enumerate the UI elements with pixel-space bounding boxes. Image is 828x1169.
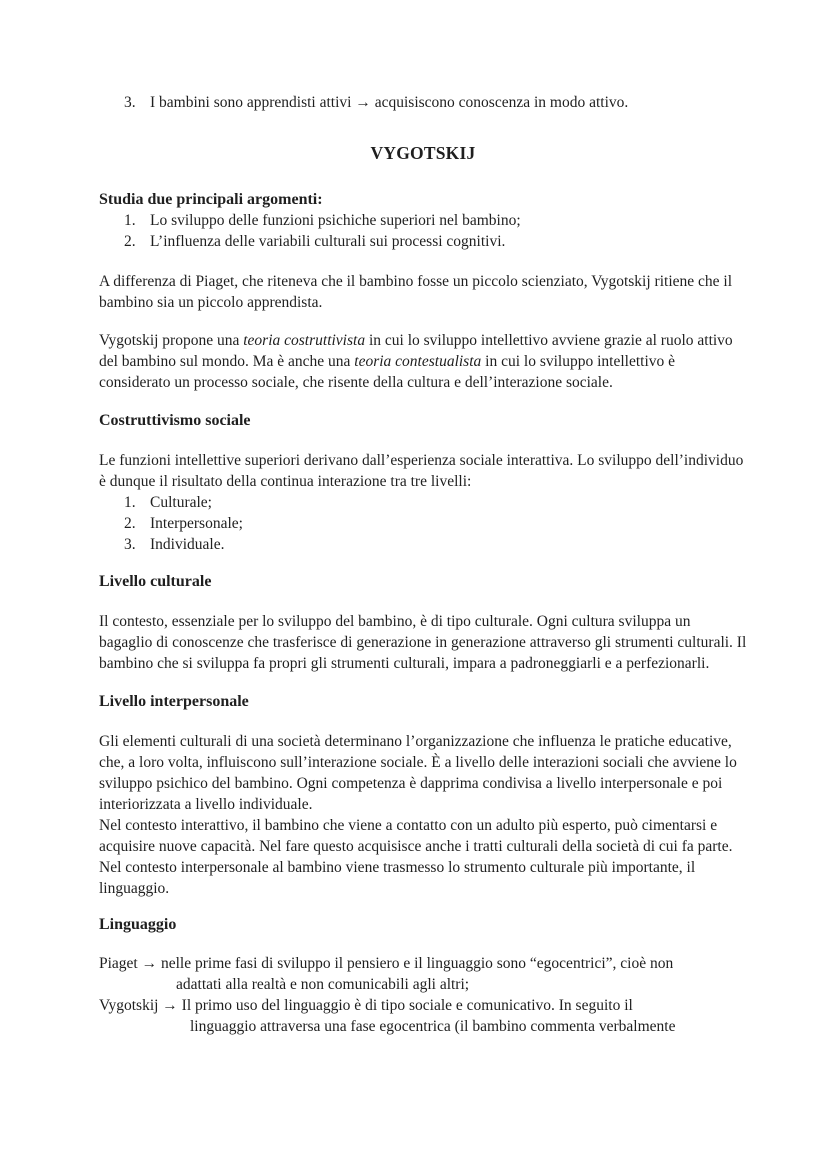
list-item bbox=[99, 513, 747, 534]
section-heading-costruttivismo: Costruttivismo sociale bbox=[99, 412, 251, 429]
paragraph-costruttivismo: Le funzioni intellettive superiori derivano dall’esperienza sociale interattiva. Lo sviluppo dell’individuo è dunque il risultato della continua interazione tra tre livelli: bbox=[99, 452, 744, 490]
list-item bbox=[99, 492, 747, 513]
list-item-text: Lo sviluppo delle funzioni psichiche superiori nel bambino; bbox=[150, 212, 521, 229]
section-heading-livello-culturale: Livello culturale bbox=[99, 573, 212, 590]
italic-term: teoria costruttivista bbox=[243, 332, 366, 349]
section-heading-livello-interpersonale: Livello interpersonale bbox=[99, 693, 249, 710]
list-item bbox=[99, 231, 747, 252]
list-number: 2. bbox=[124, 515, 136, 532]
section-heading-linguaggio: Linguaggio bbox=[99, 916, 177, 933]
list-item bbox=[99, 534, 747, 555]
list-item-text: Individuale. bbox=[150, 536, 225, 553]
list-item-text: Interpersonale; bbox=[150, 515, 243, 532]
linguaggio-line-vygotskij-cont: linguaggio attraversa una fase egocentrica (il bambino commenta verbalmente bbox=[190, 1018, 676, 1035]
paragraph-livello-culturale: Il contesto, essenziale per lo sviluppo del bambino, è di tipo culturale. Ogni cultura sviluppa un bagaglio di conoscenze che trasferisce di generazione in generazione attraverso gli strumenti culturali. Il bambino che si sviluppa fa propri gli strumenti culturali, impara a padroneggiarli e a perfezionarli. bbox=[99, 613, 747, 672]
list-item-text: L’influenza delle variabili culturali sui processi cognitivi. bbox=[150, 233, 506, 250]
list-number: 3. bbox=[124, 94, 136, 111]
linguaggio-line-piaget: Piaget → nelle prime fasi di sviluppo il pensiero e il linguaggio sono “egocentrici”, cioè non bbox=[99, 955, 674, 972]
linguaggio-line-piaget-cont: adattati alla realtà e non comunicabili agli altri; bbox=[176, 976, 470, 993]
section-heading-studia: Studia due principali argomenti: bbox=[99, 191, 323, 208]
list-number: 2. bbox=[124, 233, 136, 250]
linguaggio-line-vygotskij: Vygotskij → Il primo uso del linguaggio è di tipo sociale e comunicativo. In seguito il bbox=[99, 997, 633, 1014]
list-item-text: I bambini sono apprendisti attivi → acquisiscono conoscenza in modo attivo. bbox=[150, 94, 629, 111]
paragraph-interpersonale-1: Gli elementi culturali di una società determinano l’organizzazione che influenza le pratiche educative, che, a loro volta, influiscono sull’interazione sociale. È a livello delle interazioni sociali che avviene lo sviluppo psichico del bambino. Ogni competenza è dapprima condivisa a livello interpersonale e poi interiorizzata a livello individuale. bbox=[99, 733, 737, 813]
paragraph-teoria bbox=[99, 330, 747, 393]
paragraph-text: in cui lo sviluppo intellettivo è considerato un processo sociale, che risente della cultura e dell’interazione sociale. bbox=[99, 353, 676, 391]
list-item-text: Culturale; bbox=[150, 494, 212, 511]
list-item bbox=[99, 210, 747, 231]
document-content bbox=[99, 92, 747, 1037]
paragraph-text: Vygotskij propone una bbox=[99, 332, 244, 349]
list-number: 3. bbox=[124, 536, 136, 553]
page-title: VYGOTSKIJ bbox=[370, 143, 476, 163]
list-item-intro bbox=[99, 92, 747, 113]
list-number: 1. bbox=[124, 212, 136, 229]
paragraph-linguaggio bbox=[99, 953, 747, 1037]
paragraph-interpersonale-2: Nel contesto interattivo, il bambino che viene a contatto con un adulto più esperto, può cimentarsi e acquisire nuove capacità. Nel fare questo acquisisce anche i tratti culturali della società di cui fa parte. Nel contesto interpersonale al bambino viene trasmesso lo strumento culturale più importante, il linguaggio. bbox=[99, 817, 733, 897]
paragraph-text: in cui lo sviluppo intellettivo avviene grazie al ruolo attivo del bambino sul mondo. Ma è anche una bbox=[99, 332, 733, 370]
list-number: 1. bbox=[124, 494, 136, 511]
italic-term: teoria contestualista bbox=[354, 353, 482, 370]
paragraph-piaget-differenza: A differenza di Piaget, che riteneva che il bambino fosse un piccolo scienziato, Vygotskij ritiene che il bambino sia un piccolo apprendista. bbox=[99, 273, 733, 311]
